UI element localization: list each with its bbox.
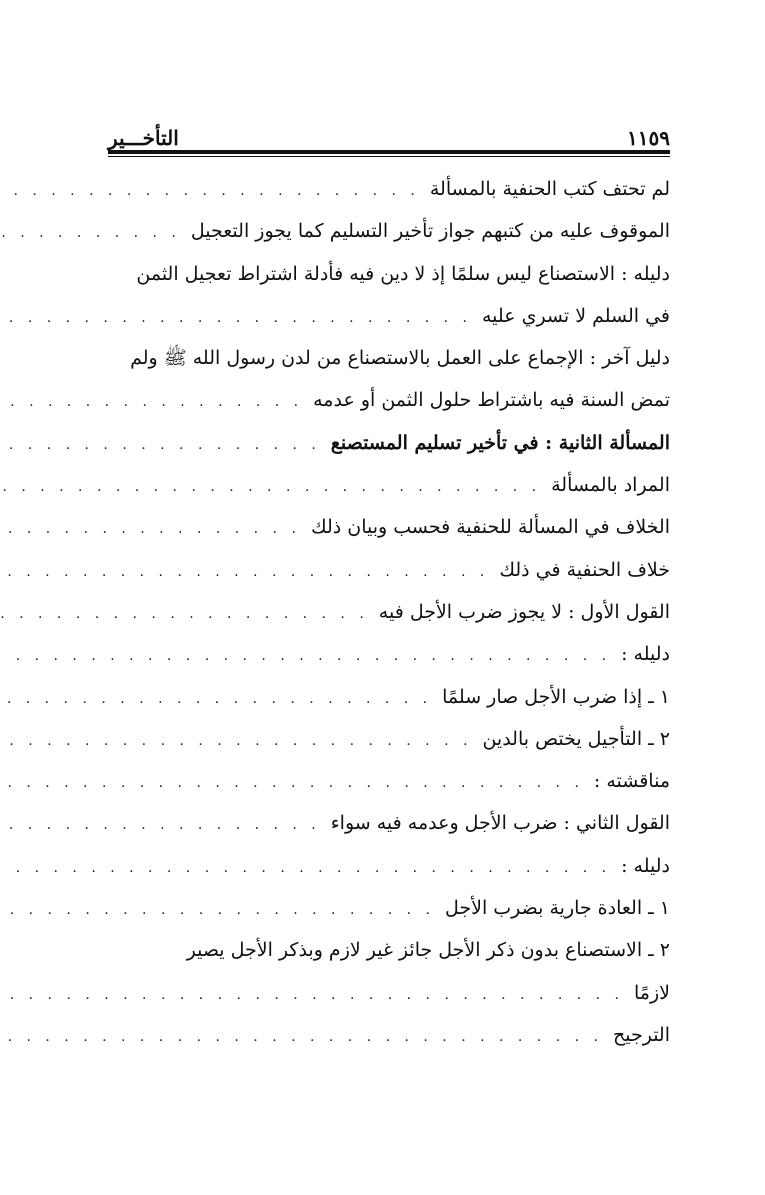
toc-entry-title: القول الأول : لا يجوز ضرب الأجل فيه bbox=[378, 600, 670, 623]
toc-entry bbox=[108, 760, 670, 802]
toc-entry-title: دليله : bbox=[621, 854, 670, 877]
toc-entry bbox=[108, 845, 670, 887]
toc-entry-title: تمض السنة فيه باشتراط حلول الثمن أو عدمه bbox=[313, 389, 670, 412]
leader-dots bbox=[0, 974, 624, 1016]
toc-entry-title: المسألة الثانية : في تأخير تسليم المستصنع bbox=[330, 431, 670, 454]
toc-entry-line bbox=[108, 253, 670, 295]
toc-entry-title: ١ ـ إذا ضرب الأجل صار سلمًا bbox=[442, 685, 670, 708]
leader-dots bbox=[0, 424, 321, 466]
leader-dots bbox=[0, 170, 420, 212]
page-header bbox=[108, 118, 670, 150]
toc-entry-title: ١ ـ العادة جارية بضرب الأجل bbox=[445, 897, 670, 920]
toc-entry bbox=[108, 972, 670, 1014]
toc-entry-title: الترجيح bbox=[612, 1023, 670, 1046]
toc-entry bbox=[108, 1014, 670, 1056]
toc-entry bbox=[108, 464, 670, 506]
toc-entry-title: دليله : الاستصناع ليس سلمًا إذ لا دين فيه فأدلة اشتراط تعجيل الثمن bbox=[136, 262, 670, 285]
table-of-contents bbox=[108, 168, 670, 1056]
toc-entry-title: لم تحتف كتب الحنفية بالمسألة bbox=[429, 178, 670, 200]
toc-entry-title: ٢ ـ التأجيل يختص بالدين bbox=[482, 727, 670, 750]
toc-entry-title: لازمًا bbox=[634, 981, 670, 1004]
toc-entry-title: المراد بالمسألة bbox=[551, 474, 670, 497]
toc-entry-title: مناقشته : bbox=[593, 770, 670, 793]
toc-entry-line bbox=[108, 929, 670, 971]
toc-entry-line bbox=[108, 337, 670, 379]
leader-dots bbox=[0, 720, 472, 762]
toc-entry bbox=[108, 379, 670, 421]
leader-dots bbox=[0, 635, 611, 677]
toc-section-heading bbox=[108, 422, 670, 464]
toc-entry bbox=[108, 591, 670, 633]
leader-dots bbox=[0, 804, 321, 846]
leader-dots bbox=[0, 297, 472, 339]
toc-entry-title: الخلاف في المسألة للحنفية فحسب وبيان ذلك bbox=[310, 516, 670, 539]
leader-dots bbox=[0, 762, 584, 804]
leader-dots bbox=[0, 466, 541, 508]
leader-dots bbox=[0, 847, 611, 889]
leader-dots bbox=[0, 889, 435, 931]
toc-entry bbox=[108, 633, 670, 675]
leader-dots bbox=[0, 381, 303, 423]
toc-entry-title: ٢ ـ الاستصناع بدون ذكر الأجل جائز غير لازم وبذكر الأجل يصير bbox=[186, 939, 670, 962]
toc-entry bbox=[108, 887, 670, 929]
leader-dots bbox=[0, 508, 301, 550]
toc-entry-title: دليله : bbox=[621, 643, 670, 666]
toc-entry bbox=[108, 295, 670, 337]
toc-entry-title: القول الثاني : ضرب الأجل وعدمه فيه سواء bbox=[330, 812, 670, 835]
header-rule-thick bbox=[108, 150, 670, 154]
leader-dots bbox=[0, 678, 432, 720]
page-number: ١١٥٩ bbox=[627, 126, 670, 150]
toc-entry-title: الموقوف عليه من كتبهم جواز تأخير التسليم كما يجوز التعجيل bbox=[190, 220, 670, 243]
toc-entry bbox=[108, 676, 670, 718]
toc-entry-title: دليل آخر : الإجماع على العمل بالاستصناع من لدن رسول الله ﷺ ولم bbox=[130, 347, 670, 370]
header-rule-thin bbox=[108, 156, 670, 157]
toc-entry bbox=[108, 168, 670, 210]
leader-dots bbox=[0, 1016, 603, 1058]
toc-entry bbox=[108, 210, 670, 252]
toc-entry bbox=[108, 802, 670, 844]
leader-dots bbox=[0, 551, 489, 593]
leader-dots bbox=[0, 212, 181, 254]
toc-entry-title: خلاف الحنفية في ذلك bbox=[499, 558, 670, 581]
toc-entry bbox=[108, 506, 670, 548]
leader-dots bbox=[0, 593, 369, 635]
running-title: التأخـــير bbox=[108, 126, 179, 150]
toc-entry bbox=[108, 549, 670, 591]
toc-entry bbox=[108, 718, 670, 760]
toc-entry-title: في السلم لا تسري عليه bbox=[481, 304, 670, 327]
